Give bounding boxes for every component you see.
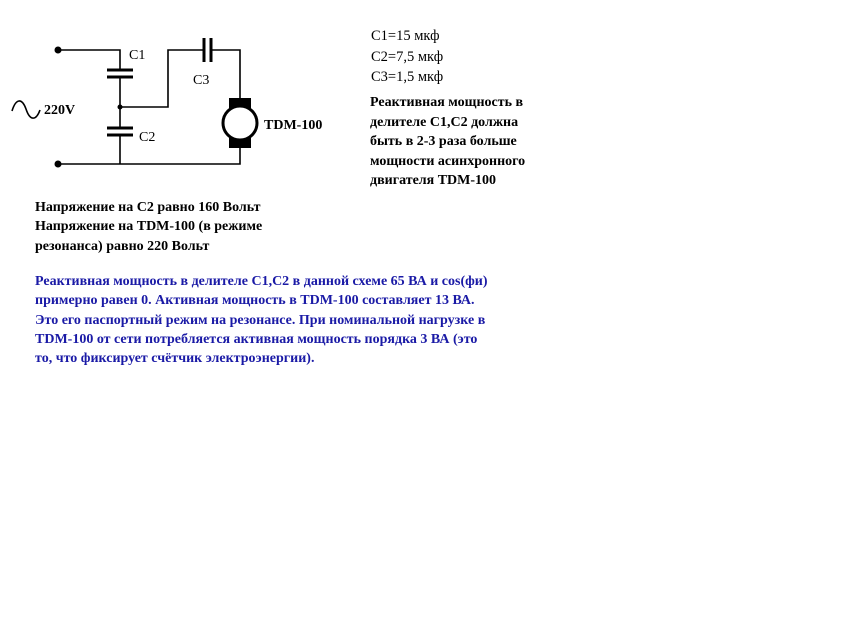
conclusion-line: TDM-100 от сети потребляется активная мощность порядка 3 ВА (это (35, 331, 478, 347)
conclusion-line: Это его паспортный режим на резонансе. При номинальной нагрузке в (35, 312, 486, 328)
capacitor-c1 (107, 70, 133, 77)
c3-label: C3 (193, 73, 210, 88)
note-line: двигателя TDM-100 (370, 173, 497, 189)
motor-label: TDM-100 (264, 118, 323, 133)
voltage-notes (35, 198, 262, 256)
reactive-power-note (370, 93, 525, 191)
voltage-line: Напряжение на TDM-100 (в режиме (35, 219, 263, 235)
c1-value: C1=15 мкф (371, 28, 440, 44)
note-line: Реактивная мощность в (370, 95, 524, 110)
junction-dot (118, 105, 123, 110)
note-line: быть в 2-3 раза больше (370, 134, 517, 150)
c1-label: C1 (129, 48, 146, 63)
motor-icon (223, 98, 257, 148)
terminal-bottom (55, 161, 62, 168)
conclusion-line: Реактивная мощность в делителе С1,С2 в данной схеме 65 ВА и cos(фи) (35, 274, 488, 289)
c3-value: C3=1,5 мкф (371, 69, 444, 85)
voltage-line: резонанса) равно 220 Вольт (35, 238, 210, 254)
wire-top (58, 50, 120, 70)
capacitor-values (371, 26, 443, 88)
conclusion-text (35, 272, 488, 368)
conclusion-line: то, что фиксирует счётчик электроэнергии). (35, 351, 315, 367)
wire-c3-motor (212, 50, 240, 98)
voltage-line: Напряжение на С2 равно 160 Вольт (35, 200, 261, 215)
note-line: делителе С1,С2 должна (370, 114, 519, 130)
c2-label: C2 (139, 130, 156, 145)
capacitor-c3 (204, 38, 211, 62)
c2-value: C2=7,5 мкф (371, 48, 444, 65)
capacitor-c2 (107, 128, 133, 135)
ac-source-icon (12, 101, 40, 118)
terminal-top (55, 47, 62, 54)
note-line: мощности асинхронного (370, 153, 526, 169)
conclusion-line: примерно равен 0. Активная мощность в TDM-100 составляет 13 ВА. (35, 293, 475, 309)
source-voltage-label: 220V (44, 103, 76, 118)
